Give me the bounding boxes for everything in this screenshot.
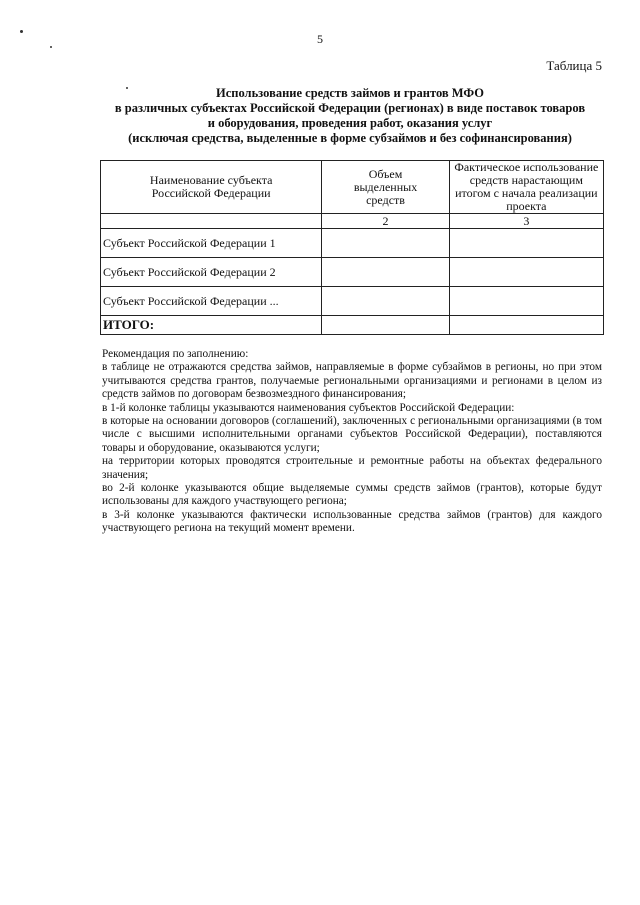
table-row [101,229,604,258]
header-allocated-amount: Объем выделенных средств [322,161,449,214]
table-row [101,287,604,316]
page-number: 5 [317,32,323,46]
header-subject-name: Наименование субъекта Российской Федерации [101,161,322,214]
title-line-3: и оборудования, проведения работ, оказания услуг [207,116,493,130]
note-paragraph: на территории которых проводятся строительные и ремонтные работы на объектах федерального значения; [102,455,602,481]
note-paragraph: во 2-й колонке указываются общие выделяемые суммы средств займов (грантов), которые будут использованы для каждого участвующего региона; [102,482,602,508]
note-paragraph: в которые на основании договоров (соглашений), заключенных с региональными организациями (в том числе с высшими исполнительными органами субъектов Российской Федерации), поставляются товары и оборудование, оказываются услуги; [102,415,602,454]
title-line-4: (исключая средства, выделенные в форме субзаймов и без софинансирования) [128,131,572,145]
table-row [101,258,604,287]
note-paragraph: в 1-й колонке таблицы указываются наименования субъектов Российской Федерации: [102,401,515,414]
column-number-1 [101,214,322,229]
actual-usage-cell [449,229,603,258]
subject-name-cell: Субъект Российской Федерации 1 [101,229,322,258]
table-header-row [101,161,604,214]
allocated-amount-cell [322,258,449,287]
table-label: Таблица 5 [546,58,602,73]
table-title [80,86,620,146]
total-amount-cell [322,316,449,335]
total-row [101,316,604,335]
total-label: ИТОГО: [101,316,322,335]
actual-usage-cell [449,258,603,287]
notes-heading: Рекомендация по заполнению: [102,348,249,360]
subject-name-cell: Субъект Российской Федерации ... [101,287,322,316]
allocated-amount-cell [322,229,449,258]
allocated-amount-cell [322,287,449,316]
column-number-row [101,214,604,229]
column-number-3: 3 [449,214,603,229]
title-line-2: в различных субъектах Российской Федерации (регионах) в виде поставок товаров [114,101,586,115]
funds-usage-table [100,160,604,335]
subject-name-cell: Субъект Российской Федерации 2 [101,258,322,287]
title-line-1: Использование средств займов и грантов МФО [216,86,484,100]
actual-usage-cell [449,287,603,316]
filling-recommendations [102,348,602,536]
total-actual-cell [449,316,603,335]
note-paragraph: в таблице не отражаются средства займов, направляемые в форме субзаймов в регионы, но при этом учитываются средства грантов, получаемые региональными организациями и регионами в целом из средств займов по договорам безвозмездного финансирования; [102,361,602,401]
header-actual-usage: Фактическое использование средств нарастающим итогом с начала реализации проекта [449,161,603,214]
note-paragraph: в 3-й колонке указываются фактически использованные средства займов (грантов) для каждого участвующего региона на текущий момент времени. [102,508,602,535]
column-number-2: 2 [322,214,449,229]
